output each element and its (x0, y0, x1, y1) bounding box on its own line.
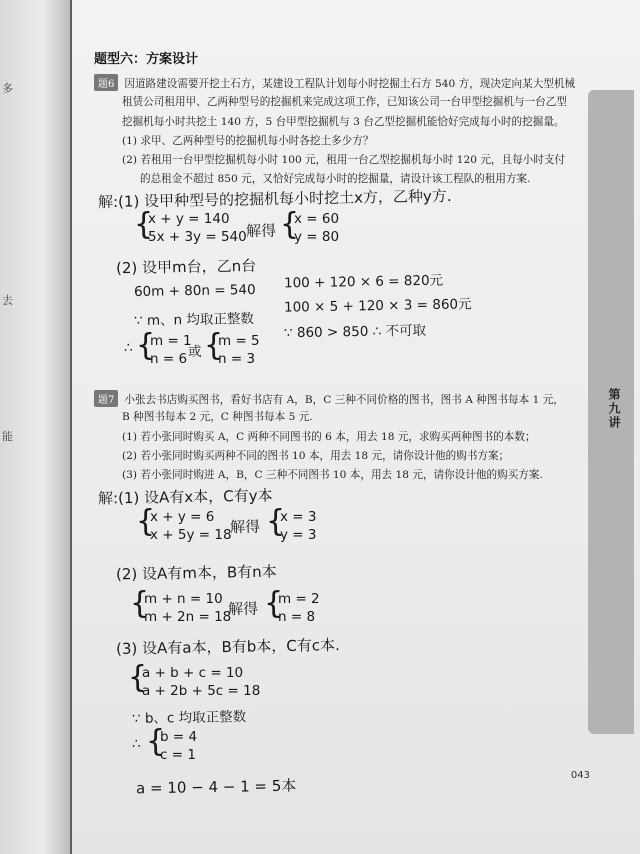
q6-calc-2: 100 × 5 + 120 × 3 = 860元 (283, 296, 472, 316)
q7-part-3: (3) 若小张同时购进 A，B，C 三种不同图书 10 本，用去 18 元，请你设计他的购买方案. (122, 469, 543, 481)
equation: y = 80 (294, 229, 340, 245)
q7-result-2 (278, 590, 320, 626)
q7-sol-line-2: (2) 设A有m本，B有n本 (115, 562, 277, 584)
q7-system-1 (150, 508, 232, 544)
q7-system-2 (144, 590, 231, 626)
equation: x + y = 140 (148, 211, 230, 227)
equation: m + n = 10 (144, 591, 223, 607)
left-page-char: 去 (2, 294, 13, 307)
q6-calc-3: ∵ 860 > 850 ∴ 不可取 (283, 322, 427, 342)
q6-sol-line-2: (2) 设甲m台，乙n台 (115, 256, 257, 278)
or-label: 或 (187, 343, 202, 361)
q6-system-1 (148, 210, 247, 246)
brace: { (204, 328, 224, 363)
equation: c = 1 (160, 747, 196, 763)
equation: x + 5y = 18 (150, 527, 232, 543)
brace: { (136, 504, 156, 539)
q7-result-3 (160, 728, 197, 764)
q7-solve-label-2: 解得 (227, 599, 259, 619)
brace: { (128, 660, 148, 695)
therefore-mark: ∴ (131, 735, 141, 753)
q6-part-2: (2) 若租用一台甲型挖掘机每小时 100 元，租用一台乙型挖掘机每小时 120 元，且每小时支付 (122, 154, 566, 166)
q7-solve-label: 解得 (229, 517, 261, 537)
equation: y = 3 (280, 527, 317, 543)
equation: a + 2b + 5c = 18 (142, 683, 261, 699)
q7-part-2: (2) 若小张同时购买两种不同的图书 10 本，用去 18 元，请你设计他的购书方案； (122, 450, 510, 462)
equation: n = 8 (278, 609, 316, 625)
equation: m + 2n = 18 (144, 609, 232, 625)
left-page-char: 能 (2, 430, 13, 443)
equation: x = 3 (280, 509, 317, 525)
q7-part-1: (1) 若小张同时购买 A，C 两种不同图书的 6 本，用去 18 元，求购买两种图书的本数； (122, 431, 536, 443)
brace: { (264, 586, 284, 621)
q6-text: 因道路建设需要开挖土石方，某建设工程队计划每小时挖掘土石方 540 方，现决定向某大型机械 (124, 78, 576, 90)
q7-sol-line-4: ∵ b、c 均取正整数 (131, 709, 247, 727)
equation: x + y = 6 (150, 509, 215, 525)
q6-line-1 (94, 74, 575, 91)
q6-option-1 (150, 332, 192, 368)
q6-part-1: (1) 求甲、乙两种型号的挖掘机每小时各挖土多少方？ (122, 135, 374, 147)
q6-result-1 (294, 210, 339, 246)
q6-sol-line-3: ∵ m、n 均取正整数 (133, 310, 255, 330)
q7-final-answer: a = 10 − 4 − 1 = 5本 (135, 776, 297, 798)
q6-equation-2: 60m + 80n = 540 (133, 281, 256, 301)
q6-calc-1: 100 + 120 × 6 = 820元 (283, 272, 444, 292)
equation: x = 60 (294, 211, 340, 227)
q6-solve-label: 解得 (245, 221, 277, 241)
equation: b = 4 (160, 729, 198, 745)
q7-line-1 (94, 390, 564, 407)
chapter-label: 第九讲 (607, 388, 621, 430)
q6-part-2b: 的总租金不超过 850 元，又恰好完成每小时的挖掘量，请设计该工程队的租用方案. (140, 173, 531, 185)
section-title: 题型六：方案设计 (94, 52, 199, 67)
equation: a + b + c = 10 (142, 665, 244, 681)
q7-result-1 (280, 508, 316, 544)
equation: m = 5 (218, 333, 260, 349)
equation: m = 2 (278, 591, 320, 607)
q7-line-2: B 种图书每本 2 元，C 种图书每本 5 元. (122, 411, 313, 423)
equation: m = 1 (150, 333, 192, 349)
brace: { (266, 504, 286, 539)
brace: { (130, 586, 150, 621)
q7-text: 小张去书店购买图书，看好书店有 A，B，C 三种不同价格的图书，图书 A 种图书每本 1 元， (124, 394, 564, 406)
equation: 5x + 3y = 540 (148, 229, 247, 245)
brace: { (136, 328, 156, 363)
q7-badge: 题7 (94, 390, 118, 407)
q6-badge: 题6 (94, 74, 118, 91)
brace: { (146, 724, 166, 759)
equation: n = 6 (150, 351, 188, 367)
q7-sol-line-3: (3) 设A有a本，B有b本，C有c本. (115, 636, 340, 658)
q6-line-3: 挖掘机每小时共挖土 140 方，5 台甲型挖掘机与 3 台乙型挖掘机能恰好完成每小时的挖掘量。 (122, 116, 565, 128)
q7-system-3 (142, 664, 260, 700)
q6-line-2: 租赁公司租用甲、乙两种型号的挖掘机来完成这项工作，已知该公司一台甲型挖掘机与一台乙型 (122, 96, 567, 108)
q6-sol-line-1: 解:(1) 设甲种型号的挖掘机每小时挖土x方，乙种y方. (97, 186, 452, 212)
therefore-mark: ∴ (123, 339, 133, 357)
left-page-edge (0, 0, 70, 854)
q6-option-2 (218, 332, 260, 368)
brace: { (280, 207, 300, 242)
equation: n = 3 (218, 351, 256, 367)
brace: { (134, 207, 154, 242)
q7-sol-line-1: 解:(1) 设A有x本，C有y本 (97, 486, 273, 508)
page-number: 043 (570, 770, 590, 781)
left-page-char: 多 (2, 82, 13, 95)
